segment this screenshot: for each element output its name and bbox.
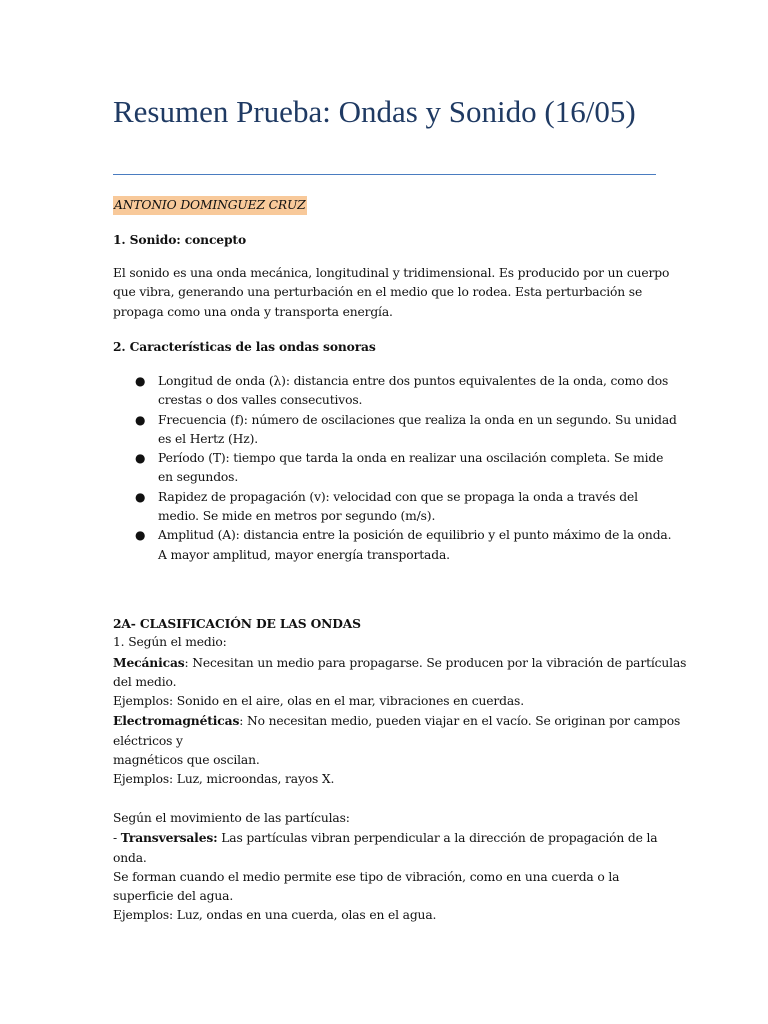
examples-text: Ejemplos: Luz, microondas, rayos X.: [113, 772, 335, 787]
definition-text: : Necesitan un medio para propagarse. Se producen por la vibración de partículas: [184, 655, 687, 670]
paragraph-sonido: [113, 264, 670, 322]
list-item-line: Longitud de onda (λ): distancia entre dos puntos equivalentes de la onda, como dos: [158, 374, 669, 388]
section-heading-sonido: 1. Sonido: concepto: [113, 232, 247, 247]
paragraph-line: propaga como una onda y transporta energía.: [113, 304, 393, 319]
list-item: [113, 526, 672, 565]
list-item: [113, 411, 677, 450]
bullet-icon: ●: [135, 451, 146, 466]
section-heading-clasificacion: 2A- CLASIFICACIÓN DE LAS ONDAS: [113, 616, 361, 631]
term-mecanicas: Mecánicas: [113, 654, 185, 670]
term-transversales: Transversales:: [120, 830, 218, 846]
blank-line: [113, 790, 658, 809]
list-item-line: en segundos.: [158, 470, 239, 485]
section-heading-caracteristicas: 2. Características de las ondas sonoras: [113, 339, 376, 354]
paragraph-line: El sonido es una onda mecánica, longitudinal y tridimensional. Es producido por un cuerpo: [113, 266, 670, 280]
term-electromagneticas: Electromagnéticas: [113, 713, 240, 729]
definition-text: eléctricos y: [113, 733, 183, 748]
characteristics-list: [113, 372, 677, 565]
page-title: Resumen Prueba: Ondas y Sonido (16/05): [113, 94, 636, 129]
definition-text: superficie del agua.: [113, 889, 234, 904]
paragraph-line: que vibra, generando una perturbación en el medio que lo rodea. Esta perturbación se: [113, 285, 643, 300]
definition-text: del medio.: [113, 674, 177, 689]
author-name: ANTONIO DOMINGUEZ CRUZ: [113, 196, 307, 215]
definition-text: Se forman cuando el medio permite ese tipo de vibración, como en una cuerda o la: [113, 869, 620, 884]
bullet-icon: ●: [135, 374, 146, 388]
list-item-line: Amplitud (A): distancia entre la posición de equilibrio y el punto máximo de la onda.: [158, 528, 672, 543]
bullet-icon: ●: [135, 528, 146, 543]
examples-text: Ejemplos: Luz, ondas en una cuerda, olas en el agua.: [113, 908, 437, 923]
list-item: [113, 488, 658, 527]
bullet-icon: ●: [135, 489, 146, 504]
subheading-medio: 1. Según el medio:: [113, 635, 227, 650]
subheading-movimiento: Según el movimiento de las partículas:: [113, 810, 350, 825]
dash-prefix: -: [113, 831, 121, 846]
electromagneticas-line: [113, 711, 681, 731]
definition-text: : No necesitan medio, pueden viajar en el vacío. Se originan por campos: [239, 714, 681, 729]
list-item-line: es el Hertz (Hz).: [158, 431, 258, 446]
list-item: [113, 372, 669, 411]
title-underline: [113, 174, 656, 175]
definition-text: onda.: [113, 850, 147, 865]
definition-text: magnéticos que oscilan.: [113, 753, 260, 768]
definition-text: Las partículas vibran perpendicular a la dirección de propagación de la: [217, 831, 658, 846]
list-item-line: Rapidez de propagación (v): velocidad con que se propaga la onda a través del: [158, 489, 638, 504]
list-item-line: Período (T): tiempo que tarda la onda en realizar una oscilación completa. Se mide: [158, 451, 664, 466]
list-item-line: A mayor amplitud, mayor energía transportada.: [158, 547, 450, 562]
list-item: [113, 449, 664, 488]
section-clasificacion: [113, 614, 687, 926]
examples-text: Ejemplos: Sonido en el aire, olas en el mar, vibraciones en cuerdas.: [113, 694, 524, 709]
transversales-line: [113, 828, 658, 848]
list-item-line: medio. Se mide en metros por segundo (m/s).: [158, 509, 436, 524]
list-item-line: Frecuencia (f): número de oscilaciones que realiza la onda en un segundo. Su unidad: [158, 412, 677, 427]
list-item-line: crestas o dos valles consecutivos.: [158, 393, 363, 408]
bullet-icon: ●: [135, 412, 146, 427]
mecanicas-line: [113, 653, 687, 673]
